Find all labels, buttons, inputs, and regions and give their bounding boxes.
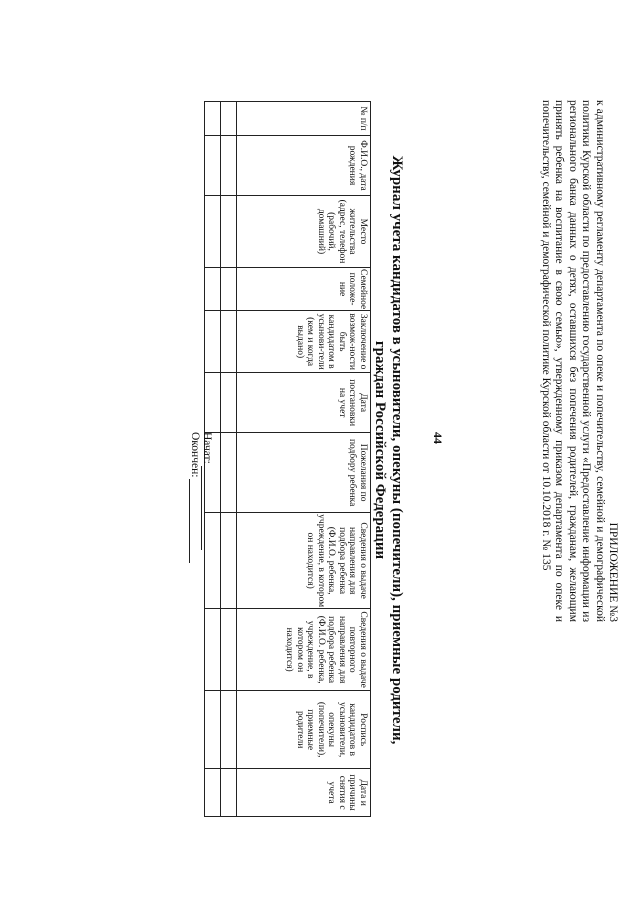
appendix-text: к административному регламенту департамента по опеке и попечительству, семейной и демографической политики Курской области по предоставлению государственной услуги «Предоставление информации из регионального банка данных о детях, оставшихся без попечения родителей, гражданам, желающим принять ребенка на воспитание в свою семью», утвержденному приказом департамента по опеке и попечительству, семейной и демографической политике Курской области от 10.10.2018 г. № 135 — [539, 100, 606, 622]
finished-label: Окончен: — [189, 432, 201, 478]
table-cell — [221, 136, 237, 196]
started-row — [201, 432, 213, 563]
table-header-row — [237, 102, 371, 817]
table-cell — [221, 691, 237, 769]
page-number: 44 — [431, 432, 445, 444]
header-signature: Роспись кандидатов в усыновители, опекуны (попечители), приемные родители — [237, 691, 371, 769]
table-cell — [221, 769, 237, 817]
started-label: Начат: — [201, 432, 213, 464]
header-repeat-referral-info: Сведения о выдаче повторного направления для подбора ребенка (Ф.И.О. ребенка, учреждение, в котором он находится) — [237, 609, 371, 691]
candidates-journal-table — [204, 101, 371, 817]
table-row — [221, 102, 237, 817]
table-cell — [205, 609, 221, 691]
table-cell — [205, 268, 221, 311]
header-residence: Место жительства (адрес, телефон (рабочий, домашний) — [237, 196, 371, 268]
table-cell — [205, 691, 221, 769]
table-cell — [221, 311, 237, 373]
header-deregistration: Дата и причины снятия с учета — [237, 769, 371, 817]
table-cell — [221, 433, 237, 513]
journal-title-line-1: Журнал учета кандидатов в усыновители, опекуны (попечители), приемные родители, — [389, 155, 405, 745]
finished-blank-line — [189, 479, 200, 563]
table-cell — [221, 513, 237, 609]
started-blank-line — [201, 466, 212, 550]
table-cell — [221, 609, 237, 691]
table-cell — [205, 373, 221, 433]
signoff-block — [189, 432, 213, 563]
table-cell — [221, 373, 237, 433]
table-cell — [221, 196, 237, 268]
header-conclusion: Заключение о возмож-ности быть кандидатом в усынови-тели (кем и когда выдано) — [237, 311, 371, 373]
header-number: № п/п — [237, 102, 371, 136]
table-cell — [221, 268, 237, 311]
header-family-status: Семейное положе-ние — [237, 268, 371, 311]
header-referral-info: Сведения о выдаче направления для подбора ребенка (Ф.И.О. ребенка, учреждение, в котором он находится) — [237, 513, 371, 609]
appendix-title: ПРИЛОЖЕНИЕ №3 — [607, 522, 619, 622]
table-cell — [205, 311, 221, 373]
table-cell — [205, 196, 221, 268]
header-full-name: Ф.И.О., дата рождения — [237, 136, 371, 196]
table-cell — [205, 102, 221, 136]
journal-title-line-2: граждан Российской Федерации — [372, 340, 388, 560]
table-cell — [205, 136, 221, 196]
finished-row — [189, 432, 201, 563]
appendix-block — [539, 100, 619, 622]
table-cell — [205, 769, 221, 817]
journal-title — [371, 100, 405, 800]
table-cell — [221, 102, 237, 136]
header-registration-date: Дата постановки на учет — [237, 373, 371, 433]
header-child-wishes: Пожелания по подбору ребенка — [237, 433, 371, 513]
